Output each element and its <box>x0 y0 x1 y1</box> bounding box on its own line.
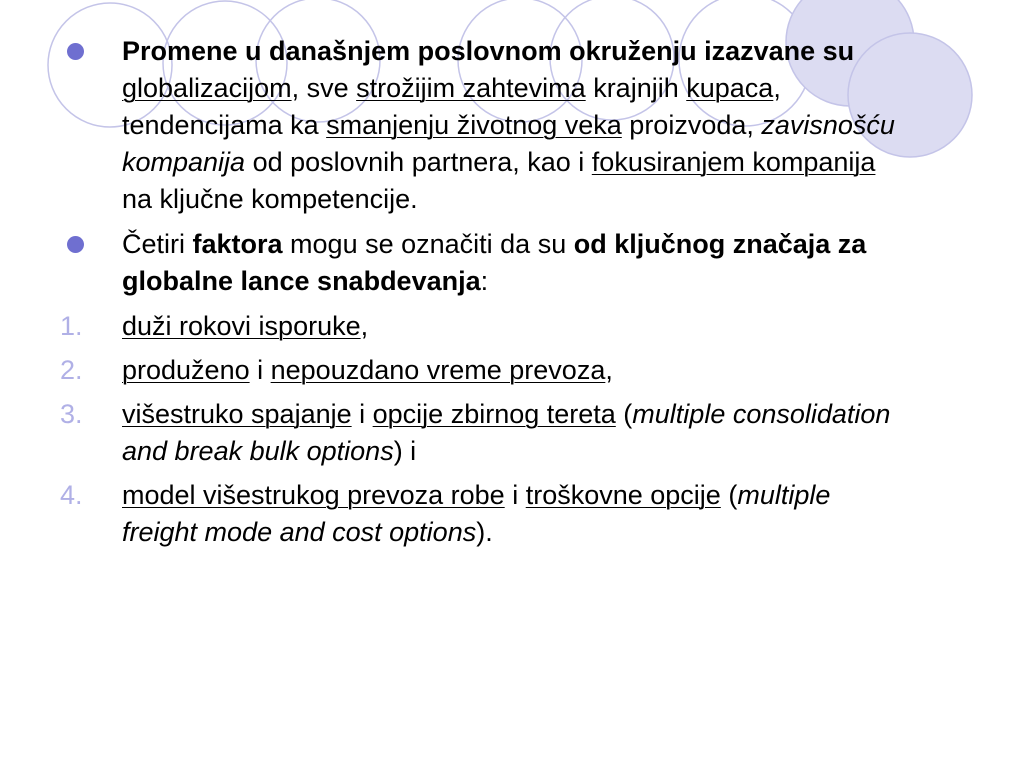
text-run: ). <box>476 517 493 547</box>
item-number: 2. <box>60 355 83 385</box>
underlined-term: globalizacijom <box>122 73 292 103</box>
text-run: , <box>605 355 613 385</box>
italic-term: multiple freight mode and cost options <box>122 480 831 547</box>
italic-term: zavisnošću kompanija <box>122 110 895 177</box>
underlined-term: model višestrukog prevoza robe <box>122 480 505 510</box>
underlined-term: fokusiranjem kompanija <box>591 147 876 177</box>
slide-body <box>60 33 900 558</box>
underlined-term: opcije zbirnog tereta <box>372 399 616 429</box>
text-run: na ključne kompetencije. <box>122 184 418 214</box>
bold-term: faktora <box>192 229 283 259</box>
numbered-item <box>60 477 900 551</box>
underlined-term: smanjenju životnog veka <box>326 110 622 140</box>
bullet-text-bold: Promene u današnjem poslovnom okruženju izazvane su <box>122 36 855 66</box>
underlined-term: nepouzdano vreme prevoza <box>270 355 606 385</box>
text-run: Četiri <box>122 229 193 259</box>
bold-term: od ključnog značaja za globalne lance snabdevanja <box>122 229 867 296</box>
text-run: , <box>360 311 369 341</box>
text-run: ) i <box>393 436 417 466</box>
numbered-item <box>60 396 900 470</box>
text-run: i <box>504 480 526 510</box>
text-run: proizvoda, <box>621 110 762 140</box>
underlined-term: duži rokovi isporuke <box>122 311 361 341</box>
text-run: ( <box>720 480 738 510</box>
text-run: ( <box>615 399 633 429</box>
underlined-term: strožijim zahtevima <box>356 73 586 103</box>
numbered-item <box>60 308 900 345</box>
item-number: 4. <box>60 480 83 510</box>
bullet-item <box>60 33 900 218</box>
filled-circle-bullet-icon <box>67 43 84 60</box>
item-number: 3. <box>60 399 83 429</box>
text-run: i <box>249 355 271 385</box>
numbered-item <box>60 352 900 389</box>
bullet-item <box>60 226 900 300</box>
text-run: i <box>351 399 373 429</box>
underlined-term: troškovne opcije <box>525 480 721 510</box>
text-run: , sve <box>291 73 357 103</box>
text-run: : <box>480 266 489 296</box>
underlined-term: produženo <box>122 355 250 385</box>
italic-term: multiple consolidation and break bulk options <box>122 399 891 466</box>
text-run: od poslovnih partnera, kao i <box>245 147 592 177</box>
text-run: mogu se označiti da su <box>282 229 574 259</box>
text-run: krajnjih <box>585 73 687 103</box>
underlined-term: višestruko spajanje <box>122 399 352 429</box>
text-run: , tendencijama ka <box>122 73 781 140</box>
item-number: 1. <box>60 311 83 341</box>
filled-circle-bullet-icon <box>67 236 84 253</box>
underlined-term: kupaca <box>686 73 774 103</box>
